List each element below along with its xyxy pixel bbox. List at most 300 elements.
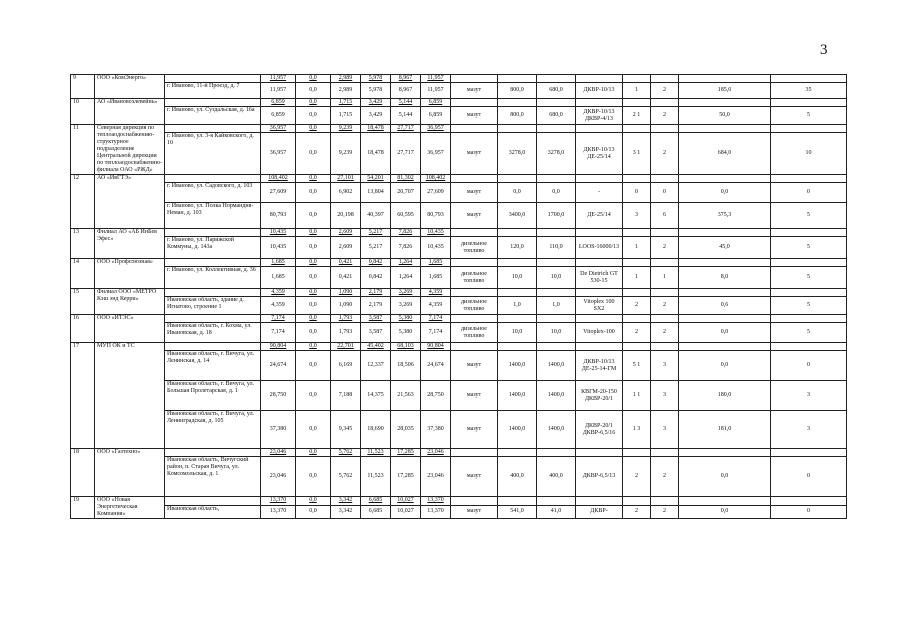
reserve-volume: 680,0 — [537, 107, 576, 125]
empty-cell — [537, 497, 576, 506]
subtotal-value: 23,046 — [261, 449, 296, 457]
subtotal-value: 0,0 — [296, 449, 331, 457]
site-value: 6,902 — [331, 183, 361, 203]
organization-name: ООО «Профсоюзная» — [95, 259, 165, 289]
subtotal-address-cell — [165, 289, 261, 297]
empty-cell — [623, 343, 651, 351]
empty-cell — [771, 315, 847, 323]
empty-cell — [537, 75, 576, 83]
boiler-type: De Dietrich GT 530-15 — [576, 267, 623, 289]
empty-cell — [537, 343, 576, 351]
table-body — [71, 75, 847, 519]
subtotal-value: 11,523 — [361, 449, 391, 457]
site-value: 4,359 — [261, 297, 296, 315]
empty-cell — [771, 497, 847, 506]
empty-cell — [771, 229, 847, 237]
empty-cell — [576, 259, 623, 267]
site-value: 8,967 — [391, 83, 421, 99]
site-value: 21,563 — [391, 381, 421, 411]
subtotal-value: 18,478 — [361, 125, 391, 133]
storage-capacity: 3400,0 — [498, 203, 537, 229]
boiler-count: 2 1 — [623, 107, 651, 125]
tank-volume: 180,0 — [679, 381, 771, 411]
site-value: 3,429 — [361, 107, 391, 125]
subtotal-value: 0,0 — [296, 99, 331, 107]
site-value: 60,595 — [391, 203, 421, 229]
table-row — [71, 229, 847, 237]
empty-cell — [623, 259, 651, 267]
boiler-type: Vitoplex 100 SX2 — [576, 297, 623, 315]
reserve-volume: 110,0 — [537, 237, 576, 259]
subtotal-value: 4,359 — [261, 289, 296, 297]
site-value: 0,0 — [296, 297, 331, 315]
empty-cell — [576, 315, 623, 323]
row-number: 12 — [71, 175, 95, 229]
site-value: 17,285 — [391, 457, 421, 497]
pump-count: 3 — [651, 411, 679, 449]
empty-cell — [651, 449, 679, 457]
pump-count: 3 — [651, 381, 679, 411]
empty-cell — [451, 125, 498, 133]
delivery-distance: 5 — [771, 203, 847, 229]
empty-cell — [651, 497, 679, 506]
subtotal-value: 0,0 — [296, 497, 331, 506]
site-value: 18,478 — [361, 133, 391, 175]
empty-cell — [651, 99, 679, 107]
site-address: Ивановская область, Вичугский район, п. Старая Вичуга, ул. Комсомольская, д. 1 — [165, 457, 261, 497]
site-value: 0,0 — [296, 83, 331, 99]
site-row — [71, 323, 847, 343]
subtotal-value: 10,027 — [391, 497, 421, 506]
empty-cell — [537, 125, 576, 133]
storage-capacity: 800,0 — [498, 83, 537, 99]
delivery-distance: 10 — [771, 133, 847, 175]
storage-capacity: 1400,0 — [498, 351, 537, 381]
boiler-type: ДКВР-10/13 ДКВР-4/13 — [576, 107, 623, 125]
subtotal-value: 36,957 — [261, 125, 296, 133]
tank-volume: 684,0 — [679, 133, 771, 175]
row-number: 11 — [71, 125, 95, 175]
empty-cell — [623, 125, 651, 133]
empty-cell — [651, 75, 679, 83]
table-row — [71, 125, 847, 133]
row-number: 9 — [71, 75, 95, 99]
subtotal-value: 0,842 — [361, 259, 391, 267]
empty-cell — [498, 315, 537, 323]
site-value: 28,750 — [261, 381, 296, 411]
subtotal-value: 2,179 — [361, 289, 391, 297]
empty-cell — [498, 497, 537, 506]
subtotal-value: 13,370 — [261, 497, 296, 506]
site-value: 3,269 — [391, 297, 421, 315]
subtotal-value: 1,264 — [391, 259, 421, 267]
site-value: 27,717 — [391, 133, 421, 175]
subtotal-value: 108,402 — [421, 175, 451, 183]
site-value: 0,0 — [296, 183, 331, 203]
empty-cell — [679, 315, 771, 323]
site-row — [71, 411, 847, 449]
subtotal-value: 0,0 — [296, 75, 331, 83]
empty-cell — [679, 175, 771, 183]
site-value: 80,793 — [421, 203, 451, 229]
storage-capacity: 800,0 — [498, 107, 537, 125]
site-value: 10,435 — [261, 237, 296, 259]
subtotal-value: 11,957 — [261, 75, 296, 83]
pump-count: 0 — [651, 183, 679, 203]
site-value: 11,957 — [421, 83, 451, 99]
pump-count: 1 — [651, 267, 679, 289]
site-row — [71, 133, 847, 175]
fuel-reserve-table — [70, 74, 847, 519]
subtotal-value: 0,0 — [296, 289, 331, 297]
empty-cell — [451, 497, 498, 506]
fuel-type: дизельное топливо — [451, 237, 498, 259]
subtotal-value: 6,859 — [261, 99, 296, 107]
tank-volume: 0,0 — [679, 457, 771, 497]
fuel-type: мазут — [451, 411, 498, 449]
tank-volume: 0,0 — [679, 351, 771, 381]
empty-cell — [679, 497, 771, 506]
fuel-type: мазут — [451, 457, 498, 497]
empty-cell — [651, 289, 679, 297]
empty-cell — [537, 175, 576, 183]
delivery-distance: 0 — [771, 351, 847, 381]
boiler-count: 2 — [623, 457, 651, 497]
empty-cell — [498, 75, 537, 83]
empty-cell — [451, 229, 498, 237]
site-value: 20,707 — [391, 183, 421, 203]
site-value: 40,397 — [361, 203, 391, 229]
boiler-count: 1 1 — [623, 381, 651, 411]
site-value: 0,0 — [296, 323, 331, 343]
organization-name: АО «ИвГТЭ» — [95, 175, 165, 229]
site-value: 20,198 — [331, 203, 361, 229]
reserve-volume: 0,0 — [537, 183, 576, 203]
subtotal-value: 6,685 — [361, 497, 391, 506]
tank-volume: 0,6 — [679, 297, 771, 315]
subtotal-value: 54,201 — [361, 175, 391, 183]
reserve-volume: 1400,0 — [537, 351, 576, 381]
site-value: 0,0 — [296, 457, 331, 497]
row-number: 15 — [71, 289, 95, 315]
site-row — [71, 183, 847, 203]
fuel-type: мазут — [451, 183, 498, 203]
row-number: 18 — [71, 449, 95, 497]
subtotal-value: 108,402 — [261, 175, 296, 183]
reserve-volume: 1400,0 — [537, 411, 576, 449]
empty-cell — [451, 289, 498, 297]
table-row — [71, 289, 847, 297]
table-row — [71, 497, 847, 506]
subtotal-value: 3,342 — [331, 497, 361, 506]
site-value: 0,0 — [296, 411, 331, 449]
site-value: 0,0 — [296, 237, 331, 259]
storage-capacity: 541,0 — [498, 505, 537, 518]
tank-volume: 375,3 — [679, 203, 771, 229]
pump-count: 2 — [651, 323, 679, 343]
site-value: 10,435 — [421, 237, 451, 259]
subtotal-value: 27,717 — [391, 125, 421, 133]
site-value: 1,715 — [331, 107, 361, 125]
subtotal-address-cell — [165, 99, 261, 107]
subtotal-value: 5,217 — [361, 229, 391, 237]
subtotal-value: 68,103 — [391, 343, 421, 351]
empty-cell — [771, 175, 847, 183]
subtotal-value: 7,174 — [421, 315, 451, 323]
empty-cell — [537, 449, 576, 457]
site-value: 6,169 — [331, 351, 361, 381]
site-row — [71, 505, 847, 518]
subtotal-value: 2,609 — [331, 229, 361, 237]
row-number: 19 — [71, 497, 95, 519]
site-value: 7,174 — [261, 323, 296, 343]
site-row — [71, 203, 847, 229]
empty-cell — [623, 229, 651, 237]
boiler-type: ДКВР-6,5/13 — [576, 457, 623, 497]
empty-cell — [498, 99, 537, 107]
boiler-count: 2 — [623, 297, 651, 315]
pump-count: 6 — [651, 203, 679, 229]
empty-cell — [623, 175, 651, 183]
table-row — [71, 315, 847, 323]
empty-cell — [451, 75, 498, 83]
site-value: 14,375 — [361, 381, 391, 411]
subtotal-address-cell — [165, 343, 261, 351]
delivery-distance: 0 — [771, 183, 847, 203]
empty-cell — [623, 497, 651, 506]
subtotal-value: 90,804 — [421, 343, 451, 351]
subtotal-value: 0,0 — [296, 259, 331, 267]
site-value: 4,359 — [421, 297, 451, 315]
delivery-distance: 3 — [771, 411, 847, 449]
reserve-volume: 41,0 — [537, 505, 576, 518]
boiler-count: 0 — [623, 183, 651, 203]
empty-cell — [651, 259, 679, 267]
empty-cell — [498, 229, 537, 237]
boiler-type: LOOS-16000/13 — [576, 237, 623, 259]
site-value: 3,342 — [331, 505, 361, 518]
organization-name: Филиал АО «АБ ИнБев Эфес» — [95, 229, 165, 259]
empty-cell — [537, 259, 576, 267]
site-value: 80,793 — [261, 203, 296, 229]
delivery-distance: 5 — [771, 267, 847, 289]
subtotal-value: 45,402 — [361, 343, 391, 351]
empty-cell — [623, 315, 651, 323]
site-value: 3,587 — [361, 323, 391, 343]
boiler-count: 3 — [623, 203, 651, 229]
subtotal-value: 13,370 — [421, 497, 451, 506]
subtotal-address-cell — [165, 315, 261, 323]
site-value: 23,046 — [261, 457, 296, 497]
subtotal-value: 3,429 — [361, 99, 391, 107]
subtotal-value: 0,0 — [296, 125, 331, 133]
empty-cell — [451, 449, 498, 457]
site-value: 18,690 — [361, 411, 391, 449]
row-number: 14 — [71, 259, 95, 289]
site-value: 2,179 — [361, 297, 391, 315]
storage-capacity: 1,0 — [498, 297, 537, 315]
empty-cell — [679, 449, 771, 457]
site-value: 0,0 — [296, 267, 331, 289]
delivery-distance: 0 — [771, 505, 847, 518]
fuel-type: мазут — [451, 133, 498, 175]
subtotal-address-cell — [165, 75, 261, 83]
empty-cell — [451, 99, 498, 107]
subtotal-value: 81,302 — [391, 175, 421, 183]
empty-cell — [651, 343, 679, 351]
site-value: 28,035 — [391, 411, 421, 449]
table-row — [71, 343, 847, 351]
site-address: г. Иваново, ул. Полка Нормандия-Неман, д. 103 — [165, 203, 261, 229]
site-address: г. Иваново, ул. Парижской Коммуны, д. 143а — [165, 237, 261, 259]
empty-cell — [623, 289, 651, 297]
site-value: 1,685 — [261, 267, 296, 289]
subtotal-value: 5,762 — [331, 449, 361, 457]
organization-name: ООО «Новая Энергетическая Компания» — [95, 497, 165, 519]
subtotal-value: 3,587 — [361, 315, 391, 323]
subtotal-value: 3,269 — [391, 289, 421, 297]
site-value: 9,345 — [331, 411, 361, 449]
site-value: 9,239 — [331, 133, 361, 175]
fuel-type: дизельное топливо — [451, 297, 498, 315]
site-row — [71, 107, 847, 125]
organization-name: Филиал ООО «МЕТРО Кэш энд Керри» — [95, 289, 165, 315]
pump-count: 2 — [651, 237, 679, 259]
organization-name: ООО «Газтехно» — [95, 449, 165, 497]
site-value: 27,609 — [421, 183, 451, 203]
site-value: 6,685 — [361, 505, 391, 518]
site-row — [71, 83, 847, 99]
subtotal-value: 10,435 — [261, 229, 296, 237]
empty-cell — [537, 315, 576, 323]
site-address: Ивановская область, г. Кохма, ул. Ивановская, д. 18 — [165, 323, 261, 343]
empty-cell — [679, 343, 771, 351]
organization-name: АО «Ивановоэлевейнь» — [95, 99, 165, 125]
site-row — [71, 237, 847, 259]
subtotal-value: 8,967 — [391, 75, 421, 83]
empty-cell — [537, 289, 576, 297]
fuel-type: мазут — [451, 203, 498, 229]
subtotal-value: 9,239 — [331, 125, 361, 133]
organization-name: МУП ОК и ТС — [95, 343, 165, 449]
site-value: 37,380 — [261, 411, 296, 449]
subtotal-value: 5,144 — [391, 99, 421, 107]
site-value: 7,188 — [331, 381, 361, 411]
row-number: 13 — [71, 229, 95, 259]
site-address: г. Иваново, ул. Коллективная, д. 36 — [165, 267, 261, 289]
tank-volume: 50,0 — [679, 107, 771, 125]
empty-cell — [576, 343, 623, 351]
delivery-distance: 3 — [771, 381, 847, 411]
subtotal-address-cell — [165, 175, 261, 183]
site-value: 0,0 — [296, 505, 331, 518]
subtotal-value: 4,359 — [421, 289, 451, 297]
empty-cell — [576, 99, 623, 107]
storage-capacity: 120,0 — [498, 237, 537, 259]
boiler-type: ДКВР- — [576, 505, 623, 518]
subtotal-value: 1,793 — [331, 315, 361, 323]
subtotal-address-cell — [165, 259, 261, 267]
table-row — [71, 449, 847, 457]
subtotal-value: 27,101 — [331, 175, 361, 183]
site-value: 0,0 — [296, 203, 331, 229]
subtotal-value: 17,285 — [391, 449, 421, 457]
delivery-distance: 0 — [771, 457, 847, 497]
subtotal-value: 6,859 — [421, 99, 451, 107]
storage-capacity: 1400,0 — [498, 381, 537, 411]
row-number: 10 — [71, 99, 95, 125]
boiler-count: 5 1 — [623, 351, 651, 381]
table-row — [71, 259, 847, 267]
pump-count: 3 — [651, 351, 679, 381]
fuel-type: дизельное топливо — [451, 323, 498, 343]
fuel-type: мазут — [451, 505, 498, 518]
site-value: 10,027 — [391, 505, 421, 518]
empty-cell — [771, 289, 847, 297]
empty-cell — [537, 229, 576, 237]
pump-count: 2 — [651, 297, 679, 315]
storage-capacity: 10,0 — [498, 267, 537, 289]
reserve-volume: 1700,0 — [537, 203, 576, 229]
site-value: 0,0 — [296, 133, 331, 175]
empty-cell — [537, 99, 576, 107]
empty-cell — [498, 289, 537, 297]
pump-count: 2 — [651, 505, 679, 518]
site-value: 11,957 — [261, 83, 296, 99]
empty-cell — [451, 259, 498, 267]
subtotal-value: 7,174 — [261, 315, 296, 323]
boiler-count: 3 1 — [623, 133, 651, 175]
empty-cell — [576, 75, 623, 83]
storage-capacity: 10,0 — [498, 323, 537, 343]
reserve-volume: 3278,0 — [537, 133, 576, 175]
subtotal-address-cell — [165, 449, 261, 457]
tank-volume: 45,0 — [679, 237, 771, 259]
table-row — [71, 99, 847, 107]
subtotal-value: 0,0 — [296, 315, 331, 323]
table-row — [71, 75, 847, 83]
site-value: 28,750 — [421, 381, 451, 411]
table-row — [71, 175, 847, 183]
storage-capacity: 0,0 — [498, 183, 537, 203]
subtotal-value: 22,701 — [331, 343, 361, 351]
reserve-volume: 1400,0 — [537, 381, 576, 411]
empty-cell — [576, 289, 623, 297]
empty-cell — [498, 449, 537, 457]
site-row — [71, 381, 847, 411]
site-value: 5,217 — [361, 237, 391, 259]
organization-name: ООО «КомЭнерго» — [95, 75, 165, 99]
organization-name: Северная дирекция по теплоаодоснабжению-структурное подразделение Центральной дирекции по теплоаодоснабжению-филиала ОАО «РЖД» — [95, 125, 165, 175]
empty-cell — [771, 449, 847, 457]
pump-count: 2 — [651, 133, 679, 175]
site-value: 1,090 — [331, 297, 361, 315]
boiler-type: КВГМ-20-150 ДКВР-20/1 — [576, 381, 623, 411]
pump-count: 2 — [651, 457, 679, 497]
empty-cell — [651, 175, 679, 183]
empty-cell — [679, 99, 771, 107]
subtotal-value: 1,685 — [261, 259, 296, 267]
subtotal-value: 5,380 — [391, 315, 421, 323]
empty-cell — [451, 343, 498, 351]
subtotal-address-cell — [165, 229, 261, 237]
subtotal-value: 1,685 — [421, 259, 451, 267]
site-value: 1,264 — [391, 267, 421, 289]
empty-cell — [679, 289, 771, 297]
site-value: 7,826 — [391, 237, 421, 259]
site-value: 0,0 — [296, 351, 331, 381]
site-value: 23,046 — [421, 457, 451, 497]
